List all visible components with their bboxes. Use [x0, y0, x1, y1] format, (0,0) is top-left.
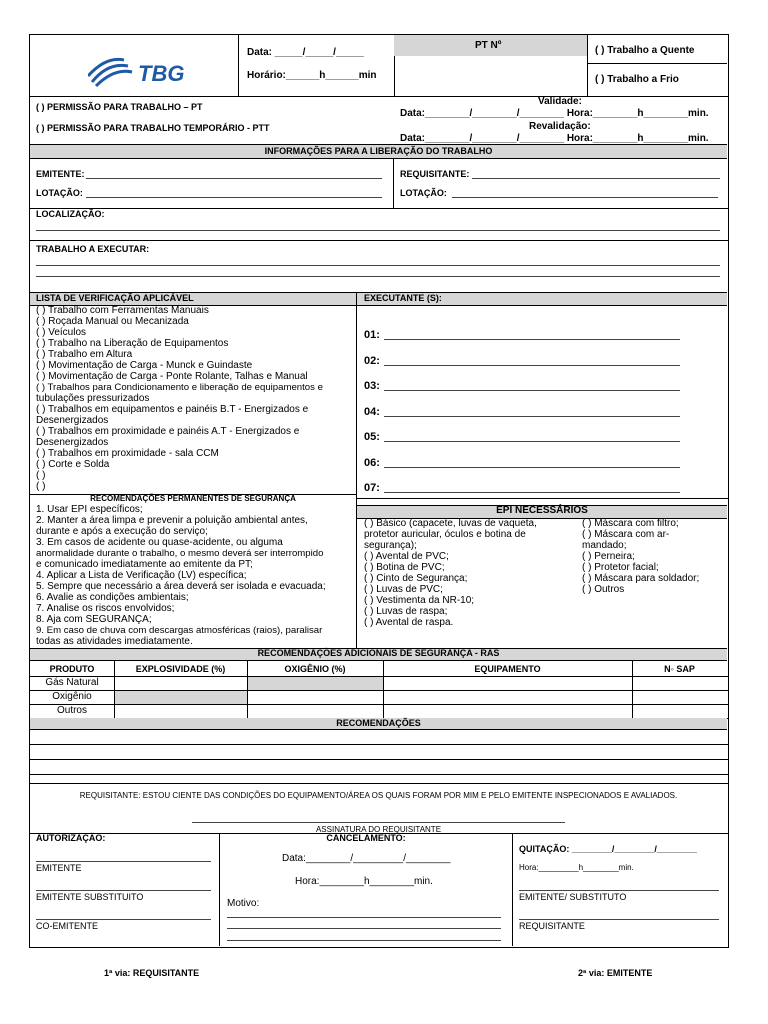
quitacao-hora[interactable]: Hora:_________h________min.: [519, 863, 634, 872]
checklist-item[interactable]: ( ) Trabalho em Altura: [36, 349, 133, 360]
trabalho-executar-label: TRABALHO A EXECUTAR:: [36, 244, 150, 254]
logo-text: TBG: [138, 61, 185, 86]
recomendacoes-line[interactable]: [29, 744, 728, 745]
requisitante-field[interactable]: [472, 178, 720, 179]
executante-01: 01:: [364, 329, 380, 341]
epi-item[interactable]: ( ) Avental de PVC;: [364, 551, 449, 562]
trabalho-line-2[interactable]: [36, 276, 720, 277]
recomendacao-line: e comunicado imediatamente ao emitente da PT;: [36, 559, 253, 570]
checklist-items: [36, 305, 354, 492]
executante-06-field[interactable]: [384, 467, 680, 468]
horario-field[interactable]: Horário:______h______min: [247, 70, 377, 81]
motivo-line-2[interactable]: [227, 928, 501, 929]
revalidacao-line[interactable]: Data:________/________/________ Hora:________h________min.: [400, 133, 709, 144]
recomendacao-line: 3. Em casos de acidente ou quase-acidente, ou alguma: [36, 537, 283, 548]
recomendacoes-permanentes-title: RECOMENDAÇÕES PERMANENTES DE SEGURANÇA: [90, 494, 296, 503]
autorizacao-co-emitente: CO-EMITENTE: [36, 921, 98, 931]
co-emitente-signature[interactable]: [36, 919, 211, 920]
epi-item[interactable]: ( ) Máscara com filtro;: [582, 518, 679, 529]
trabalho-line-1[interactable]: [36, 265, 720, 266]
recomendacao-line: 2. Manter a área limpa e prevenir a poluição ambiental antes,: [36, 515, 308, 526]
checklist-item[interactable]: ( ) Movimentação de Carga - Ponte Rolante, Talhas e Manual: [36, 371, 308, 382]
assinatura-requisitante-field[interactable]: [192, 822, 565, 823]
executante-05-field[interactable]: [384, 441, 680, 442]
checklist-item-continued: tubulações pressurizados: [36, 393, 150, 404]
checklist-item[interactable]: ( ) Trabalhos em proximidade e painéis A.T - Energizados e: [36, 426, 300, 437]
checklist-item[interactable]: ( ) Trabalho na Liberação de Equipamentos: [36, 338, 229, 349]
recomendacoes-list: [36, 504, 352, 647]
lotacao-right-label: LOTAÇÃO:: [400, 188, 447, 198]
epi-item-continued: segurança);: [364, 540, 417, 551]
quitacao-requisitante-signature[interactable]: [519, 919, 719, 920]
recomendacoes-line[interactable]: [29, 759, 728, 760]
epi-right-list: [582, 518, 724, 595]
lotacao-left-field[interactable]: [86, 197, 382, 198]
epi-title: EPI NECESSÁRIOS: [496, 505, 588, 516]
checklist-item[interactable]: ( ) Corte e Solda: [36, 459, 110, 470]
checklist-item-continued: Desenergizados: [36, 415, 109, 426]
cancelamento-data[interactable]: Data:________/_________/________: [282, 853, 451, 864]
emitente-label: EMITENTE:: [36, 169, 85, 179]
epi-item[interactable]: ( ) Vestimenta da NR-10;: [364, 595, 475, 606]
executante-04-field[interactable]: [384, 416, 680, 417]
gas-natural-oxigenio-shaded: [248, 677, 383, 690]
executante-02: 02:: [364, 355, 380, 367]
checklist-title: LISTA DE VERIFICAÇÃO APLICÁVEL: [36, 293, 194, 303]
recomendacoes-title: RECOMENDAÇÕES: [336, 718, 421, 728]
executante-06: 06:: [364, 457, 380, 469]
emitente-field[interactable]: [86, 178, 382, 179]
checklist-item[interactable]: ( ): [36, 470, 46, 481]
checklist-item[interactable]: ( ) Roçada Manual ou Mecanizada: [36, 316, 189, 327]
pt-number-label: PT Nº: [475, 40, 502, 51]
quitacao-emitente-signature[interactable]: [519, 890, 719, 891]
ras-title: RECOMENDAÇÕES ADICIONAIS DE SEGURANÇA - RAS: [257, 648, 500, 658]
recomendacao-line: 6. Avalie as condições ambientais;: [36, 592, 189, 603]
ras-header-sap: N◦ SAP: [664, 664, 695, 674]
autorizacao-emitente: EMITENTE: [36, 863, 82, 873]
localizacao-field[interactable]: [36, 230, 720, 231]
checklist-item[interactable]: ( ): [36, 481, 46, 492]
epi-item[interactable]: ( ) Luvas de PVC;: [364, 584, 443, 595]
assinatura-requisitante-label: ASSINATURA DO REQUISITANTE: [315, 825, 442, 834]
ras-header-oxigenio: OXIGÊNIO (%): [284, 664, 346, 674]
ras-product-outros: Outros: [56, 705, 87, 716]
checklist-item[interactable]: ( ) Veículos: [36, 327, 87, 338]
epi-item[interactable]: ( ) Avental de raspa.: [364, 617, 454, 628]
data-field[interactable]: Data: _____/_____/_____: [247, 47, 364, 58]
autorizacao-title: AUTORIZAÇÃO:: [36, 833, 106, 843]
cancelamento-motivo-label: Motivo:: [227, 898, 260, 909]
ras-header-explosividade: EXPLOSIVIDADE (%): [135, 664, 226, 674]
lotacao-left-label: LOTAÇÃO:: [36, 188, 83, 198]
ras-header-produto: PRODUTO: [49, 664, 95, 674]
validade-line[interactable]: Data:________/________/________ Hora:________h________min.: [400, 108, 709, 119]
executante-03-field[interactable]: [384, 390, 680, 391]
recomendacao-line: 8. Aja com SEGURANÇA;: [36, 614, 152, 625]
cancelamento-hora[interactable]: Hora:________h________min.: [295, 876, 433, 887]
executante-02-field[interactable]: [384, 365, 680, 366]
executante-03: 03:: [364, 380, 380, 392]
recomendacao-line: 9. Em caso de chuva com descargas atmosféricas (raios), paralisar: [36, 625, 323, 636]
epi-item[interactable]: ( ) Luvas de raspa;: [364, 606, 448, 617]
recomendacao-line: 4. Aplicar a Lista de Verificação (LV) específica;: [36, 570, 247, 581]
executante-04: 04:: [364, 406, 380, 418]
epi-item[interactable]: ( ) Perneira;: [582, 551, 635, 562]
epi-item[interactable]: ( ) Protetor facial;: [582, 562, 659, 573]
epi-left-list: [364, 518, 579, 628]
epi-item[interactable]: ( ) Botina de PVC;: [364, 562, 445, 573]
checklist-item[interactable]: ( ) Trabalhos para Condicionamento e liberação de equipamentos e: [36, 382, 323, 393]
oxigenio-explosividade-shaded: [115, 691, 247, 704]
requisitante-statement: REQUISITANTE: ESTOU CIENTE DAS CONDIÇÕES DO EQUIPAMENTO/ÁREA OS QUAIS FORAM POR MIM E PELO EMITENTE INSPECIONADOS E AVALIADOS.: [79, 791, 678, 800]
permissao-ptt-checkbox[interactable]: ( ) PERMISSÃO PARA TRABALHO TEMPORÁRIO - PTT: [36, 123, 270, 133]
motivo-line-3[interactable]: [227, 940, 501, 941]
checklist-item[interactable]: ( ) Movimentação de Carga - Munck e Guindaste: [36, 360, 253, 371]
permissao-pt-checkbox[interactable]: ( ) PERMISSÃO PARA TRABALHO – PT: [36, 102, 203, 112]
emitente-substituto-signature[interactable]: [36, 890, 211, 891]
epi-item[interactable]: ( ) Básico (capacete, luvas de vaqueta,: [364, 518, 537, 529]
quitacao-requisitante: REQUISITANTE: [519, 921, 585, 931]
revalidacao-label: Revalidação:: [529, 121, 591, 132]
quitacao-emitente: EMITENTE/ SUBSTITUTO: [519, 892, 627, 902]
lotacao-right-field[interactable]: [452, 197, 718, 198]
epi-item[interactable]: ( ) Outros: [582, 584, 625, 595]
autorizacao-emitente-substituto: EMITENTE SUBSTITUITO: [36, 892, 144, 902]
checklist-item[interactable]: ( ) Trabalhos em equipamentos e painéis B.T - Energizados e: [36, 404, 309, 415]
epi-item[interactable]: ( ) Máscara para soldador;: [582, 573, 700, 584]
via-requisitante: 1ª via: REQUISITANTE: [104, 968, 200, 978]
emitente-signature[interactable]: [36, 861, 211, 862]
requisitante-label: REQUISITANTE:: [400, 169, 470, 179]
quitacao-title[interactable]: QUITAÇÃO: ________/________/________: [519, 844, 697, 854]
checklist-item-continued: Desenergizados: [36, 437, 109, 448]
epi-item-continued: protetor auricular, óculos e botina de: [364, 529, 526, 540]
motivo-line-1[interactable]: [227, 917, 501, 918]
recomendacao-line: anormalidade durante o trabalho, o mesmo deverá ser interrompido: [36, 548, 324, 559]
ras-product-oxigenio: Oxigênio: [52, 691, 92, 702]
executante-01-field[interactable]: [384, 339, 680, 340]
ras-product-gas-natural: Gás Natural: [45, 677, 99, 688]
recomendacao-line: 5. Sempre que necessário a área deverá ser isolada e evacuada;: [36, 581, 326, 592]
epi-item-continued: mandado;: [582, 540, 627, 551]
executante-05: 05:: [364, 431, 380, 443]
checklist-item[interactable]: ( ) Trabalho com Ferramentas Manuais: [36, 305, 209, 316]
ras-header-equipamento: EQUIPAMENTO: [474, 664, 541, 674]
info-title: INFORMAÇÕES PARA A LIBERAÇÃO DO TRABALHO: [264, 146, 493, 156]
epi-item[interactable]: ( ) Máscara com ar-: [582, 529, 670, 540]
executante-07-field[interactable]: [384, 492, 680, 493]
checklist-item[interactable]: ( ) Trabalhos em proximidade - sala CCM: [36, 448, 219, 459]
trabalho-frio-checkbox[interactable]: ( ) Trabalho a Frio: [595, 74, 679, 85]
cancelamento-title: CANCELAMENTO:: [326, 833, 406, 843]
via-emitente: 2ª via: EMITENTE: [578, 968, 653, 978]
recomendacao-line: durante e após a execução do serviço;: [36, 526, 208, 537]
epi-item[interactable]: ( ) Cinto de Segurança;: [364, 573, 468, 584]
validade-label: Validade:: [538, 96, 582, 107]
recomendacao-line: todas as atividades imediatamente.: [36, 636, 193, 647]
recomendacao-line: 7. Analise os riscos envolvidos;: [36, 603, 175, 614]
recomendacoes-line[interactable]: [29, 774, 728, 775]
localizacao-label: LOCALIZAÇÃO:: [36, 209, 105, 219]
executante-07: 07:: [364, 482, 380, 494]
executante-title: EXECUTANTE (S):: [364, 293, 442, 303]
trabalho-quente-checkbox[interactable]: ( ) Trabalho a Quente: [595, 45, 695, 56]
recomendacao-line: 1. Usar EPI específicos;: [36, 504, 143, 515]
